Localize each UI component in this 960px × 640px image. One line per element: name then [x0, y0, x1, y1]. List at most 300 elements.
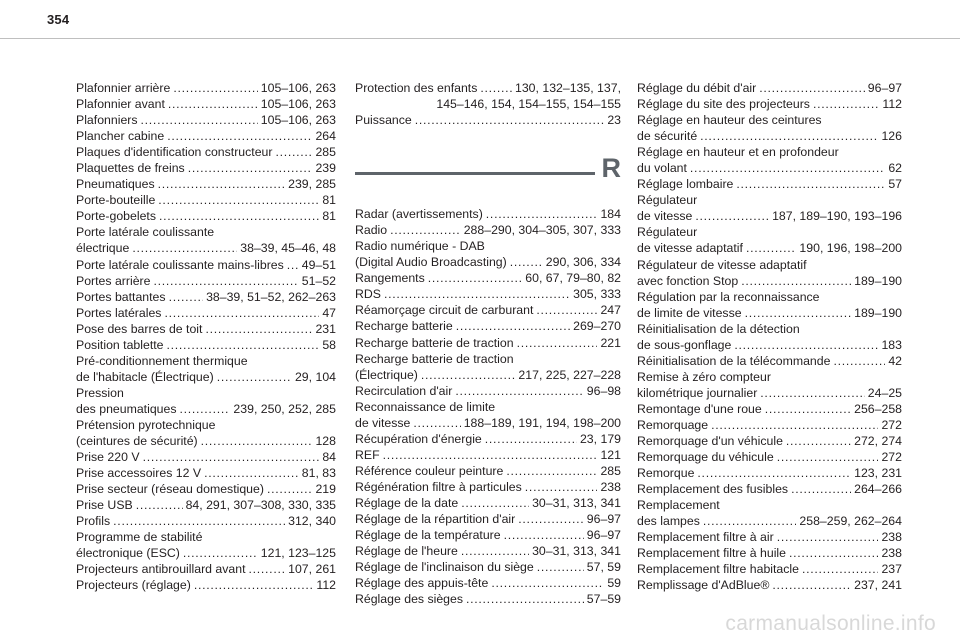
- dot-leader: [760, 385, 865, 401]
- dot-leader: [415, 112, 605, 128]
- index-entry: [637, 529, 902, 545]
- index-entry-line: [76, 337, 336, 353]
- index-entry-pages: 47: [322, 305, 336, 320]
- index-entry-label: Porte latérale coulissante: [76, 225, 215, 240]
- index-entry-line: [637, 208, 902, 224]
- index-entry-label: Remorque: [637, 466, 695, 481]
- dot-leader: [491, 575, 604, 591]
- index-entry-line: [76, 112, 336, 128]
- dot-leader: [249, 561, 286, 577]
- dot-leader: [173, 80, 257, 96]
- index-entry-pages: 237, 241: [854, 578, 902, 593]
- index-entry: [637, 369, 902, 401]
- index-entry: [355, 112, 621, 128]
- index-entry: [637, 465, 902, 481]
- index-entry-line: [637, 176, 902, 192]
- index-entry-line: [76, 273, 336, 289]
- dot-leader: [813, 96, 879, 112]
- index-entry-line: [76, 305, 336, 321]
- watermark: carmanualsonline.info: [725, 612, 936, 635]
- index-entry-line: [76, 257, 336, 273]
- index-entry: [355, 495, 621, 511]
- index-entry: [355, 286, 621, 302]
- dot-leader: [485, 431, 577, 447]
- index-entry: [76, 337, 336, 353]
- index-entry-line: [76, 144, 336, 160]
- index-entry: [637, 497, 902, 529]
- index-entry-label: Régulation par la reconnaissance: [637, 289, 820, 304]
- index-entry-line: [355, 383, 621, 399]
- section-divider: [355, 172, 595, 175]
- index-entry-line: [355, 479, 621, 495]
- dot-leader: [461, 543, 529, 559]
- index-entry-pages: 29, 104: [294, 369, 336, 384]
- index-entry: [637, 401, 902, 417]
- index-entry: [637, 257, 902, 289]
- index-entry-line: [355, 254, 621, 270]
- index-entry-line: [637, 449, 902, 465]
- index-entry: [76, 96, 336, 112]
- index-entry-line: [76, 128, 336, 144]
- index-entry: [76, 561, 336, 577]
- dot-leader: [736, 176, 885, 192]
- index-entry-label: Radio numérique - DAB: [355, 239, 485, 254]
- index-entry-label: Régulateur de vitesse adaptatif: [637, 257, 807, 272]
- index-entry-label: de limite de vitesse: [637, 305, 742, 320]
- dot-leader: [132, 240, 237, 256]
- dot-leader: [143, 449, 320, 465]
- index-entry-pages: 59: [607, 576, 621, 591]
- index-entry-pages: 38–39, 51–52, 262–263: [206, 289, 336, 304]
- index-entry-label: électrique: [76, 241, 130, 256]
- dot-leader: [786, 433, 851, 449]
- index-entry-pages: 105–106, 263: [260, 81, 336, 95]
- dot-leader: [456, 318, 570, 334]
- index-entry-label: Récupération d'énergie: [355, 431, 482, 446]
- dot-leader: [384, 286, 570, 302]
- index-entry: [637, 80, 902, 96]
- index-entry-label: Pré-conditionnement thermique: [76, 353, 248, 368]
- index-entry-pages: 130, 132–135, 137,: [515, 81, 621, 95]
- dot-leader: [510, 254, 543, 270]
- index-entry-line: [637, 545, 902, 561]
- dot-leader: [267, 481, 313, 497]
- index-entry-label: Projecteurs antibrouillard avant: [76, 562, 246, 577]
- index-entry-line: [355, 286, 621, 302]
- index-entry-pages: 305, 333: [573, 287, 621, 302]
- index-entry-pages: 84, 291, 307–308, 330, 335: [185, 498, 336, 513]
- index-entry-pages: 96–97: [586, 512, 621, 527]
- page-number: 354: [47, 12, 70, 27]
- index-entry-line: [76, 465, 336, 481]
- index-entry-pages: 24–25: [867, 385, 902, 400]
- index-entry-pages: 121: [600, 447, 621, 462]
- index-entry-label: Prise 220 V: [76, 450, 140, 465]
- index-entry-pages: 30–31, 313, 341: [532, 495, 621, 510]
- index-entry-line: [76, 192, 336, 208]
- index-entry-pages: 285: [315, 145, 336, 160]
- index-entry-line: [355, 318, 621, 334]
- index-entry-label: Réglage de la température: [355, 528, 501, 543]
- index-entry-pages: 238: [600, 479, 621, 494]
- index-entry-pages: 285: [600, 463, 621, 478]
- index-entry-label: Porte latérale coulissante mains-libres: [76, 257, 284, 272]
- index-entry-label: Réglage des sièges: [355, 592, 464, 607]
- index-entry: [355, 559, 621, 575]
- dot-leader: [168, 96, 258, 112]
- index-entry: [76, 273, 336, 289]
- header-rule: [0, 38, 960, 39]
- index-entry-line: [355, 559, 621, 575]
- index-entry-label: Remorquage d'un véhicule: [637, 434, 783, 449]
- index-entry-line: [355, 206, 621, 222]
- index-entry-label: Réglage en hauteur et en profondeur: [637, 145, 839, 160]
- index-entry-pages: 62: [888, 161, 902, 176]
- dot-leader: [504, 527, 584, 543]
- index-entry: [637, 561, 902, 577]
- index-entry: [355, 479, 621, 495]
- index-entry-pages: 126: [881, 129, 902, 144]
- index-r-entries: [355, 206, 621, 607]
- dot-leader: [383, 447, 598, 463]
- index-entry-line: [76, 433, 336, 449]
- index-entry-pages: 238: [881, 530, 902, 545]
- dot-leader: [205, 321, 312, 337]
- index-entry-pages: 51–52: [301, 273, 336, 288]
- index-entry-pages: 288–290, 304–305, 307, 333: [463, 223, 621, 238]
- index-entry: [637, 417, 902, 433]
- index-entry-pages: 239, 285: [288, 177, 336, 192]
- index-entry: [637, 96, 902, 112]
- dot-leader: [428, 270, 523, 286]
- index-entry-line: [637, 577, 902, 593]
- index-entry-label: Portes battantes: [76, 289, 166, 304]
- index-entry-pages: 81, 83: [301, 466, 336, 481]
- index-entry-line: [76, 497, 336, 513]
- index-entry: [76, 497, 336, 513]
- dot-leader: [703, 513, 797, 529]
- index-entry: [637, 176, 902, 192]
- index-entry-label: Pose des barres de toit: [76, 321, 203, 336]
- dot-leader: [506, 463, 597, 479]
- index-entry-line: [76, 289, 336, 305]
- dot-leader: [413, 415, 460, 431]
- index-entry-pages: 264: [315, 129, 336, 144]
- dot-leader: [525, 479, 598, 495]
- index-entry: [76, 417, 336, 449]
- index-entry: [355, 80, 621, 112]
- index-entry-line: [76, 561, 336, 577]
- index-entry-pages: 237: [881, 562, 902, 577]
- index-entry-pages: 221: [600, 335, 621, 350]
- index-entry-pages: 60, 67, 79–80, 82: [525, 271, 621, 286]
- index-entry-label: Réglage des appuis-tête: [355, 576, 489, 591]
- index-entry-label: Remplissage d'AdBlue®: [637, 578, 770, 593]
- dot-leader: [141, 112, 258, 128]
- dot-leader: [183, 545, 258, 561]
- index-entry-pages: 121, 123–125: [260, 546, 336, 561]
- index-entry-pages: 190, 196, 198–200: [799, 241, 902, 256]
- dot-leader: [741, 273, 851, 289]
- index-entry: [76, 513, 336, 529]
- index-entry-pages: 187, 189–190, 193–196: [772, 209, 902, 224]
- dot-leader: [167, 337, 320, 353]
- index-entry-line: [355, 335, 621, 351]
- index-entry-label: de sécurité: [637, 129, 698, 144]
- index-entry-line: [76, 449, 336, 465]
- index-entry-label: Réglage de l'heure: [355, 544, 458, 559]
- index-entry-label: de vitesse: [355, 415, 411, 430]
- index-entry: [355, 302, 621, 318]
- index-entry-line: [637, 385, 902, 401]
- index-entry-pages: 96–98: [586, 383, 621, 398]
- index-entry: [355, 318, 621, 334]
- index-entry-line: [637, 433, 902, 449]
- index-entry-line: [637, 337, 902, 353]
- index-entry-label: Réglage en hauteur des ceintures: [637, 113, 822, 128]
- index-entry-label: (Digital Audio Broadcasting): [355, 255, 507, 270]
- index-entry-label: Programme de stabilité: [76, 530, 203, 545]
- index-entry-line: [355, 270, 621, 286]
- dot-leader: [188, 160, 313, 176]
- index-entry-line: [637, 353, 902, 369]
- index-entry-line: [637, 513, 902, 529]
- index-entry-line: [637, 561, 902, 577]
- index-entry-line: [637, 273, 902, 289]
- index-entry-line: [355, 302, 621, 318]
- index-entry-label: Porte-gobelets: [76, 209, 156, 224]
- dot-leader: [136, 497, 183, 513]
- dot-leader: [765, 401, 851, 417]
- dot-leader: [201, 433, 313, 449]
- index-entry-line: [637, 80, 902, 96]
- index-entry-line: [76, 545, 336, 561]
- index-entry-label: Remplacement filtre habitacle: [637, 562, 799, 577]
- index-entry-line: [355, 527, 621, 543]
- index-entry: [76, 208, 336, 224]
- index-entry-pages: 231: [315, 321, 336, 336]
- index-entry: [355, 222, 621, 238]
- index-entry-label: Prise USB: [76, 498, 133, 513]
- dot-leader: [690, 160, 885, 176]
- index-entry-line: [76, 321, 336, 337]
- index-entry-pages: 184: [600, 207, 621, 222]
- index-entry-line: [76, 80, 336, 96]
- dot-leader: [486, 206, 598, 222]
- dot-leader: [518, 511, 584, 527]
- dot-leader: [746, 240, 796, 256]
- index-entry-line: [355, 575, 621, 591]
- dot-leader: [158, 192, 319, 208]
- index-entry-label: Prétension pyrotechnique: [76, 417, 216, 432]
- index-entry-label: Plaques d'identification constructeur: [76, 145, 273, 160]
- dot-leader: [517, 335, 598, 351]
- index-entry-label: Protection des enfants: [355, 81, 478, 95]
- dot-leader: [287, 257, 299, 273]
- index-entry-label: électronique (ESC): [76, 546, 180, 561]
- index-entry-pages: 188–189, 191, 194, 198–200: [463, 415, 621, 430]
- index-entry: [637, 112, 902, 144]
- index-entry-pages: 189–190: [854, 305, 902, 320]
- index-entry: [355, 431, 621, 447]
- index-entry: [637, 192, 902, 224]
- index-entry-label: avec fonction Stop: [637, 273, 739, 288]
- index-entry: [76, 465, 336, 481]
- index-entry-label: Réamorçage circuit de carburant: [355, 303, 534, 318]
- dot-leader: [777, 449, 879, 465]
- section-letter: R: [601, 153, 621, 184]
- index-entry-line: [76, 96, 336, 112]
- dot-leader: [169, 289, 204, 305]
- index-entry-pages: 247: [600, 303, 621, 318]
- dot-leader: [455, 383, 583, 399]
- index-entry-label: Recharge batterie de traction: [355, 335, 514, 350]
- index-entry-label: Réinitialisation de la détection: [637, 321, 800, 336]
- dot-leader: [480, 80, 512, 96]
- index-entry-label: Réglage de la date: [355, 495, 459, 510]
- index-entry-label: Pression: [76, 385, 124, 400]
- index-entry-line: [355, 415, 621, 431]
- index-entry-line: [76, 160, 336, 176]
- index-entry: [355, 591, 621, 607]
- index-entry: [355, 206, 621, 222]
- index-entry: [76, 577, 336, 593]
- dot-leader: [159, 208, 319, 224]
- index-entry-pages: 96–97: [586, 528, 621, 543]
- dot-leader: [791, 481, 851, 497]
- index-entry-label: RDS: [355, 287, 381, 302]
- index-column-1: [76, 80, 336, 594]
- index-entry-pages: 238: [881, 546, 902, 561]
- index-entry-label: Remplacement: [637, 498, 720, 513]
- index-entry: [76, 449, 336, 465]
- index-entry-label: Profils: [76, 514, 111, 529]
- index-entry-pages: 258–259, 262–264: [799, 514, 902, 529]
- index-entry-line: [355, 112, 621, 128]
- index-entry-line: [76, 208, 336, 224]
- index-entry-label: Remplacement des fusibles: [637, 482, 789, 497]
- index-entry-line: [76, 176, 336, 192]
- index-entry: [355, 335, 621, 351]
- index-entry: [76, 192, 336, 208]
- index-entry: [355, 270, 621, 286]
- index-entry-label: Remorquage du véhicule: [637, 450, 774, 465]
- index-entry-pages: 57: [888, 177, 902, 192]
- index-entry: [76, 144, 336, 160]
- index-entry-label: des pneumatiques: [76, 401, 177, 416]
- index-entry-label: Régulateur: [637, 225, 698, 240]
- index-entry-line: [637, 305, 902, 321]
- index-entry-pages: 58: [322, 337, 336, 352]
- dot-leader: [697, 465, 851, 481]
- index-entry-pages: 272, 274: [854, 434, 902, 449]
- index-entry-pages: 96–97: [867, 81, 902, 95]
- index-entry: [637, 224, 902, 256]
- index-entry-label: Porte-bouteille: [76, 193, 156, 208]
- index-entry-pages: 57, 59: [586, 560, 621, 575]
- index-entry-line: [637, 417, 902, 433]
- index-entry-pages-continuation: 145–146, 154, 154–155, 154–155: [436, 97, 621, 112]
- index-entry-label: du volant: [637, 161, 687, 176]
- index-entry-label: Puissance: [355, 113, 412, 128]
- index-entry-line: [355, 222, 621, 238]
- dot-leader: [700, 128, 878, 144]
- index-entry-line: [355, 495, 621, 511]
- index-entry-label: Projecteurs (réglage): [76, 578, 191, 593]
- dot-leader: [180, 401, 231, 417]
- index-entry-line: [637, 240, 902, 256]
- index-p-continuation: [355, 80, 621, 128]
- index-entry-label: Plafonnier arrière: [76, 81, 171, 95]
- index-entry-label: Régulateur: [637, 193, 698, 208]
- dot-leader: [113, 513, 285, 529]
- index-entry-label: Remise à zéro compteur: [637, 369, 771, 384]
- index-entry: [355, 383, 621, 399]
- index-entry-label: Réglage lombaire: [637, 177, 734, 192]
- index-entry: [76, 176, 336, 192]
- index-entry-pages: 30–31, 313, 341: [532, 544, 621, 559]
- index-entry: [355, 351, 621, 383]
- index-entry-pages: 107, 261: [288, 562, 336, 577]
- dot-leader: [217, 369, 292, 385]
- index-entry: [355, 238, 621, 270]
- index-entry-label: de vitesse adaptatif: [637, 241, 743, 256]
- dot-leader: [711, 417, 878, 433]
- index-entry-label: Radar (avertissements): [355, 207, 483, 222]
- index-entry: [637, 481, 902, 497]
- index-entry: [76, 305, 336, 321]
- index-entry-label: Remplacement filtre à huile: [637, 546, 786, 561]
- index-entry-pages: 84: [322, 450, 336, 465]
- index-entry: [637, 321, 902, 353]
- index-entry-line: [637, 529, 902, 545]
- index-entry-label: Position tablette: [76, 337, 164, 352]
- index-entry-label: Prise accessoires 12 V: [76, 466, 202, 481]
- index-entry-pages: 105–106, 263: [260, 97, 336, 112]
- index-entry-line: [637, 96, 902, 112]
- index-entry-pages: 183: [881, 337, 902, 352]
- dot-leader: [204, 465, 299, 481]
- index-entry: [637, 577, 902, 593]
- index-entry-line: [355, 367, 621, 383]
- index-entry: [76, 128, 336, 144]
- index-entry-label: Plafonniers: [76, 113, 138, 128]
- index-entry: [355, 399, 621, 431]
- index-entry-line: [355, 591, 621, 607]
- index-entry-pages: 23: [607, 113, 621, 128]
- index-entry: [76, 321, 336, 337]
- index-entry-line: [355, 511, 621, 527]
- index-entry-line: [637, 465, 902, 481]
- index-entry: [637, 449, 902, 465]
- index-entry-line: [76, 577, 336, 593]
- index-entry-label: Réinitialisation de la télécommande: [637, 353, 831, 368]
- dot-leader: [789, 545, 878, 561]
- index-entry-pages: 57–59: [586, 592, 621, 607]
- index-entry: [76, 112, 336, 128]
- index-entry-pages: 290, 306, 334: [545, 255, 621, 270]
- index-entry-label: Plaquettes de freins: [76, 161, 185, 176]
- index-entry-label: de sous-gonflage: [637, 337, 732, 352]
- index-entry: [637, 144, 902, 176]
- index-entry-pages: 269–270: [573, 319, 621, 334]
- dot-leader: [194, 577, 314, 593]
- index-entry-label: Réglage du site des projecteurs: [637, 97, 810, 112]
- index-entry-pages: 112: [882, 97, 902, 112]
- index-entry-label: Remontage d'une roue: [637, 401, 762, 416]
- index-entry-line: [76, 401, 336, 417]
- dot-leader: [275, 144, 312, 160]
